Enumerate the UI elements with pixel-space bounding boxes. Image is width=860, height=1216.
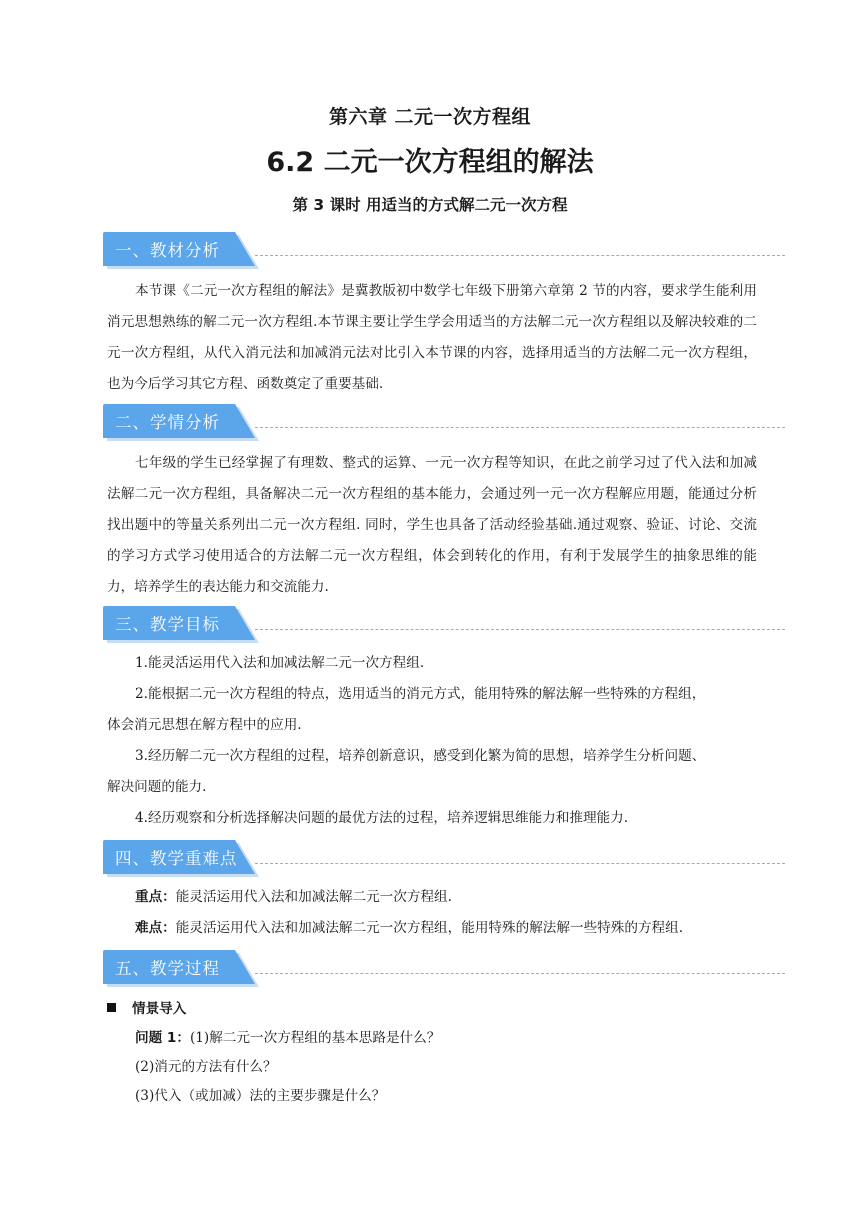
section-label: 五、教学过程 (115, 959, 220, 978)
page-title: 6.2 二元一次方程组的解法 (266, 147, 594, 178)
question-2: (2)消元的方法有什么？ (135, 1059, 277, 1075)
section-divider (255, 255, 785, 256)
teaching-material-paragraph: 本节课《二元一次方程组的解法》是冀教版初中数学七年级下册第六章第 2 节的内容，要求学生能利用消元思想熟练的解二元一次方程组.本节课主要让学生学会用适当的方法解二元一次方程组以及解决较难的二元一次方程组，从代入消元法和加减消元法对比引入本节课的内容，选择用适当的方法解二元一次方程组，也为今后学习其它方程、函数奠定了重要基础. (107, 283, 757, 392)
section-divider (255, 427, 785, 428)
goal-item-4: 4.经历观察和分析选择解决问题的最优方法的过程，培养逻辑思维能力和推理能力. (135, 810, 629, 826)
subheading-text: 情景导入 (132, 1001, 187, 1017)
student-analysis-paragraph: 七年级的学生已经掌握了有理数、整式的运算、一元一次方程等知识，在此之前学习过了代入法和加减法解二元一次方程组，具备解决二元一次方程组的基本能力，会通过列一元一次方程解应用题，能通过分析找出题中的等量关系列出二元一次方程组. 同时，学生也具备了活动经验基础.通过观察、验证、讨论、交流的学习方式学习使用适合的方法解二元一次方程组，体会到转化的作用，有利于发展学生的抽象思维的能力，培养学生的表达能力和交流能力. (107, 455, 757, 595)
section-divider (255, 973, 785, 974)
difficult-point-label: 难点： (135, 920, 176, 936)
key-point (135, 882, 765, 913)
section-label: 四、教学重难点 (115, 849, 238, 868)
section-header-student-analysis (103, 402, 785, 442)
chapter-title: 第六章 二元一次方程组 (328, 106, 532, 128)
question-1-label: 问题 1： (135, 1030, 190, 1046)
section-header-teaching-process (103, 948, 785, 988)
section-header-key-difficult-points (103, 838, 785, 878)
key-point-label: 重点： (135, 889, 176, 905)
section-label: 二、学情分析 (115, 413, 220, 432)
key-point-text: 能灵活运用代入法和加减法解二元一次方程组. (175, 889, 452, 905)
goal-item-3: 3.经历解二元一次方程组的过程，培养创新意识，感受到化繁为简的思想，培养学生分析问题、 (135, 748, 706, 764)
question-1-text: (1)解二元一次方程组的基本思路是什么？ (189, 1030, 441, 1046)
section-label: 三、教学目标 (115, 615, 220, 634)
section-header-teaching-goals (103, 604, 785, 644)
goal-item-1: 1.能灵活运用代入法和加减法解二元一次方程组. (135, 655, 425, 671)
difficult-point (135, 913, 765, 944)
section-divider (255, 863, 785, 864)
question-1 (135, 1023, 765, 1054)
subheading-scenario-intro (107, 996, 186, 1022)
square-bullet-icon (107, 1003, 116, 1012)
section-divider (255, 629, 785, 630)
section-label: 一、教材分析 (115, 241, 220, 260)
goal-item-3-continued: 解决问题的能力. (107, 779, 207, 795)
goal-item-2: 2.能根据二元一次方程组的特点，选用适当的消元方式，能用特殊的解法解一些特殊的方程组， (135, 686, 706, 702)
section-header-teaching-material (103, 230, 785, 270)
lesson-title: 第 3 课时 用适当的方式解二元一次方程 (292, 196, 568, 214)
difficult-point-text: 能灵活运用代入法和加减法解二元一次方程组，能用特殊的解法解一些特殊的方程组. (175, 920, 684, 936)
question-3: (3)代入（或加减）法的主要步骤是什么？ (135, 1088, 386, 1104)
goal-item-2-continued: 体会消元思想在解方程中的应用. (107, 717, 302, 733)
